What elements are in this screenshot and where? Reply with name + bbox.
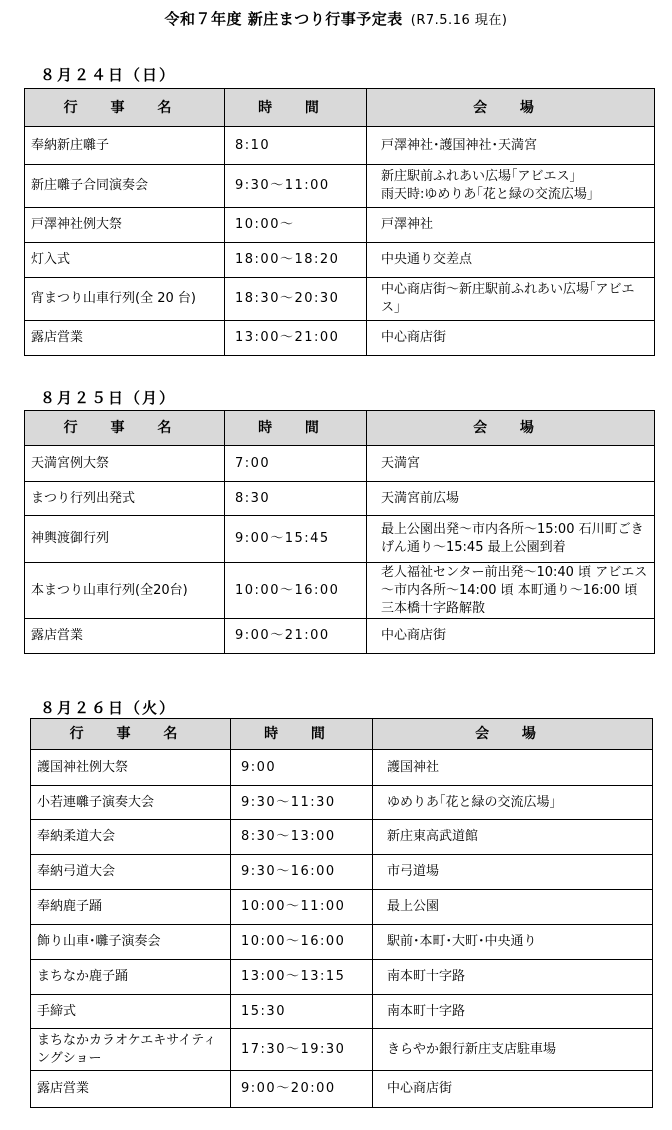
event-name: 露店営業 (25, 619, 225, 654)
event-venue: 戸澤神社 (367, 208, 655, 243)
event-name: 奉納弓道大会 (31, 855, 231, 890)
event-time: 17:30～19:30 (231, 1029, 373, 1071)
event-time: 18:00～18:20 (225, 243, 367, 278)
event-name: 奉納柔道大会 (31, 820, 231, 855)
table-row (31, 855, 653, 890)
as-of-date: (R7.5.16 現在) (410, 13, 508, 28)
event-venue: きらやか銀行新庄支店駐車場 (373, 1029, 653, 1071)
event-name: 手締式 (31, 995, 231, 1029)
schedule-table (24, 88, 655, 356)
table-row (25, 446, 655, 482)
event-venue: 中心商店街～新庄駅前ふれあい広場｢アビエス｣ (367, 278, 655, 321)
table-row (31, 1029, 653, 1071)
table-header-row (25, 89, 655, 127)
event-name: 護国神社例大祭 (31, 750, 231, 786)
event-time: 8:30～13:00 (231, 820, 373, 855)
table-row (31, 750, 653, 786)
event-name: まつり行列出発式 (25, 482, 225, 516)
table-row (25, 482, 655, 516)
event-time: 13:00～13:15 (231, 960, 373, 995)
event-venue: 中心商店街 (367, 619, 655, 654)
event-time: 10:00～16:00 (225, 563, 367, 619)
event-name: 飾り山車･囃子演奏会 (31, 925, 231, 960)
column-header-event: 行 事 名 (25, 89, 225, 127)
event-time: 9:00～20:00 (231, 1071, 373, 1108)
event-venue: 南本町十字路 (373, 960, 653, 995)
column-header-venue: 会 場 (373, 719, 653, 750)
table-row (31, 925, 653, 960)
event-name: 小若連囃子演奏大会 (31, 786, 231, 820)
event-time: 10:00～11:00 (231, 890, 373, 925)
column-header-event: 行 事 名 (25, 411, 225, 446)
event-time: 18:30～20:30 (225, 278, 367, 321)
event-venue: 天満宮 (367, 446, 655, 482)
table-row (25, 165, 655, 208)
day-heading: ８月２６日（火） (40, 699, 177, 717)
day-heading: ８月２４日（日） (40, 66, 177, 84)
event-venue: 護国神社 (373, 750, 653, 786)
event-name: 戸澤神社例大祭 (25, 208, 225, 243)
event-venue: 新庄駅前ふれあい広場｢アビエス｣ 雨天時:ゆめりあ｢花と緑の交流広場｣ (367, 165, 655, 208)
event-name: 天満宮例大祭 (25, 446, 225, 482)
event-time: 9:00～15:45 (225, 516, 367, 563)
event-venue: 中央通り交差点 (367, 243, 655, 278)
event-time: 9:30～11:00 (225, 165, 367, 208)
event-name: 神輿渡御行列 (25, 516, 225, 563)
column-header-venue: 会 場 (367, 89, 655, 127)
event-name: 灯入式 (25, 243, 225, 278)
event-time: 9:00 (231, 750, 373, 786)
column-header-time: 時 間 (225, 411, 367, 446)
event-time: 9:30～11:30 (231, 786, 373, 820)
event-name: まちなかカラオケエキサイティングショー (31, 1029, 231, 1071)
schedule-table (24, 410, 655, 654)
table-row (25, 516, 655, 563)
table-row (31, 1071, 653, 1108)
table-header-row (31, 719, 653, 750)
event-venue: 中心商店街 (373, 1071, 653, 1108)
event-name: 奉納新庄囃子 (25, 127, 225, 165)
table-row (25, 321, 655, 356)
event-venue: 老人福祉センター前出発～10:40 頃 アビエス～市内各所～14:00 頃 本町通り～16:00 頃 三本橋十字路解散 (367, 563, 655, 619)
event-time: 9:00～21:00 (225, 619, 367, 654)
table-row (25, 563, 655, 619)
event-name: 新庄囃子合同演奏会 (25, 165, 225, 208)
table-row (25, 278, 655, 321)
event-time: 8:10 (225, 127, 367, 165)
event-time: 13:00～21:00 (225, 321, 367, 356)
page-title (0, 8, 672, 29)
column-header-time: 時 間 (225, 89, 367, 127)
column-header-event: 行 事 名 (31, 719, 231, 750)
column-header-venue: 会 場 (367, 411, 655, 446)
event-name: まちなか鹿子踊 (31, 960, 231, 995)
event-name: 本まつり山車行列(全20台) (25, 563, 225, 619)
event-time: 7:00 (225, 446, 367, 482)
event-venue: 市弓道場 (373, 855, 653, 890)
table-row (31, 960, 653, 995)
table-row (31, 820, 653, 855)
title-text: 令和７年度 新庄まつり行事予定表 (164, 10, 403, 28)
table-row (25, 619, 655, 654)
schedule-table (30, 718, 653, 1108)
event-venue: 駅前･本町･大町･中央通り (373, 925, 653, 960)
event-venue: ゆめりあ｢花と緑の交流広場｣ (373, 786, 653, 820)
column-header-time: 時 間 (231, 719, 373, 750)
event-venue: 天満宮前広場 (367, 482, 655, 516)
event-name: 奉納鹿子踊 (31, 890, 231, 925)
table-row (31, 890, 653, 925)
day-heading: ８月２５日（月） (40, 389, 177, 407)
event-time: 15:30 (231, 995, 373, 1029)
event-name: 宵まつり山車行列(全 20 台) (25, 278, 225, 321)
event-time: 9:30～16:00 (231, 855, 373, 890)
event-time: 10:00～16:00 (231, 925, 373, 960)
table-row (25, 243, 655, 278)
table-row (31, 786, 653, 820)
table-header-row (25, 411, 655, 446)
table-row (25, 127, 655, 165)
event-name: 露店営業 (31, 1071, 231, 1108)
event-venue: 新庄東高武道館 (373, 820, 653, 855)
event-venue: 戸澤神社･護国神社･天満宮 (367, 127, 655, 165)
table-row (25, 208, 655, 243)
event-venue: 南本町十字路 (373, 995, 653, 1029)
table-row (31, 995, 653, 1029)
event-venue: 最上公園 (373, 890, 653, 925)
event-time: 10:00～ (225, 208, 367, 243)
event-name: 露店営業 (25, 321, 225, 356)
event-time: 8:30 (225, 482, 367, 516)
event-venue: 最上公園出発～市内各所～15:00 石川町ごきげん通り～15:45 最上公園到着 (367, 516, 655, 563)
event-venue: 中心商店街 (367, 321, 655, 356)
